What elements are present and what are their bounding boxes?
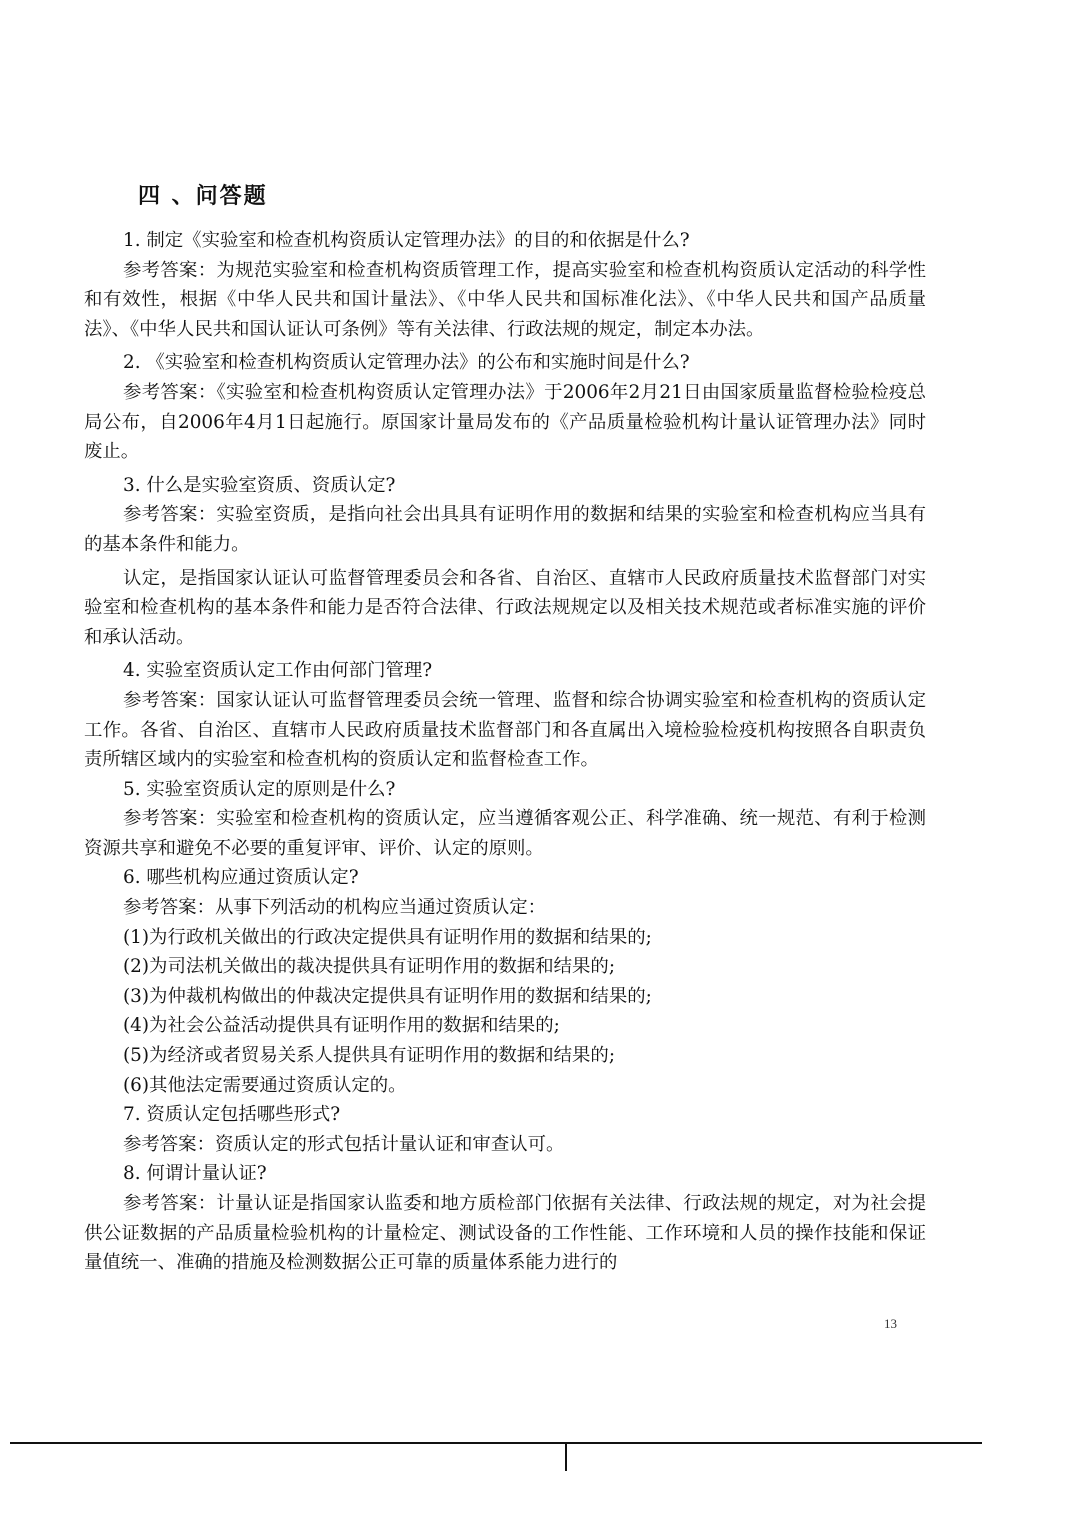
answer-1: 参考答案：为规范实验室和检查机构资质管理工作，提高实验室和检查机构资质认定活动的科学性和有效性，根据《中华人民共和国计量法》、《中华人民共和国标准化法》、《中华人民共和国产品质量法》、《中华人民共和国认证认可条例》等有关法律、行政法规的规定，制定本办法。: [84, 259, 926, 340]
answer-6-item-6: (6)其他法定需要通过资质认定的。: [123, 1074, 407, 1096]
question-7: 7. 资质认定包括哪些形式?: [123, 1104, 341, 1126]
answer-3-part-2: 认定，是指国家认证认可监督管理委员会和各省、自治区、直辖市人民政府质量技术监督部门对实验室和检查机构的基本条件和能力是否符合法律、行政法规规定以及相关技术规范或者标准实施的评价和承认活动。: [84, 567, 926, 648]
answer-6-item-2: (2)为司法机关做出的裁决提供具有证明作用的数据和结果的;: [123, 956, 616, 978]
answer-2: 参考答案：《实验室和检查机构资质认定管理办法》于2006年2月21日由国家质量监督检验检疫总局公布，自2006年4月1日起施行。原国家计量局发布的《产品质量检验机构计量认证管理办法》同时废止。: [84, 381, 926, 463]
footer-rule: [10, 1442, 982, 1444]
question-6: 6. 哪些机构应通过资质认定?: [123, 867, 359, 889]
answer-8: 参考答案：计量认证是指国家认监委和地方质检部门依据有关法律、行政法规的规定，对为社会提供公证数据的产品质量检验机构的计量检定、测试设备的工作性能、工作环境和人员的操作技能和保证量值统一、准确的措施及检测数据公正可靠的质量体系能力进行的: [84, 1193, 926, 1274]
question-2: 2. 《实验室和检查机构资质认定管理办法》的公布和实施时间是什么?: [123, 352, 690, 374]
answer-6-intro: 参考答案：从事下列活动的机构应当通过资质认定：: [123, 897, 546, 919]
question-4: 4. 实验室资质认定工作由何部门管理?: [123, 660, 433, 682]
answer-5: 参考答案：实验室和检查机构的资质认定，应当遵循客观公正、科学准确、统一规范、有利于检测资源共享和避免不必要的重复评审、评价、认定的原则。: [84, 808, 926, 859]
answer-6-item-3: (3)为仲裁机构做出的仲裁决定提供具有证明作用的数据和结果的;: [123, 985, 652, 1007]
document-body: [84, 180, 926, 1278]
answer-7: 参考答案：资质认定的形式包括计量认证和审查认可。: [123, 1133, 565, 1155]
answer-6-item-5: (5)为经济或者贸易关系人提供具有证明作用的数据和结果的;: [123, 1045, 616, 1067]
question-8: 8. 何谓计量认证?: [123, 1163, 267, 1185]
page-number: 13: [884, 1316, 897, 1331]
answer-3-part-1: 参考答案：实验室资质，是指向社会出具具有证明作用的数据和结果的实验室和检查机构应当具有的基本条件和能力。: [84, 504, 926, 555]
question-5: 5. 实验室资质认定的原则是什么?: [123, 778, 396, 800]
answer-6-item-4: (4)为社会公益活动提供具有证明作用的数据和结果的;: [123, 1015, 560, 1037]
question-3: 3. 什么是实验室资质、资质认定?: [123, 474, 396, 496]
question-1: 1. 制定《实验室和检查机构资质认定管理办法》的目的和依据是什么?: [123, 230, 690, 251]
footer-center-tick: [565, 1443, 567, 1471]
section-title: 四 、问答题: [138, 183, 268, 209]
answer-6-item-1: (1)为行政机关做出的行政决定提供具有证明作用的数据和结果的;: [123, 926, 652, 948]
answer-4: 参考答案：国家认证认可监督管理委员会统一管理、监督和综合协调实验室和检查机构的资质认定工作。各省、自治区、直辖市人民政府质量技术监督部门和各直属出入境检验检疫机构按照各自职责负责所辖区域内的实验室和检查机构的资质认定和监督检查工作。: [84, 689, 926, 771]
